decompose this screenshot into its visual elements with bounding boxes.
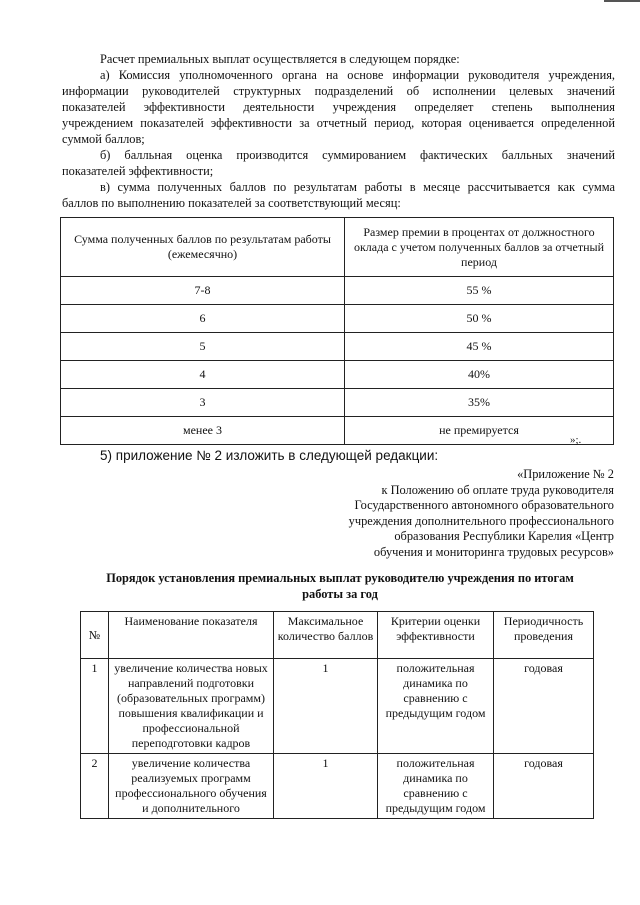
appendix-line: «Приложение № 2 [517,467,614,481]
cell-points: 7-8 [61,277,345,305]
item-a-line: информации руководителей структурных подразделений об исполнении целевых значений [62,84,615,98]
cell-periodicity: годовая [494,754,594,819]
column-header-points: Сумма полученных баллов по результатам работы (ежемесячно) [61,218,345,277]
appendix-line: обучения и мониторинга трудовых ресурсов» [373,544,614,559]
column-header-number: № [81,612,109,659]
item-b-line: показателей эффективности; [62,164,214,178]
item-c-line: в) сумма полученных баллов по результатам работы в месяце рассчитывается как сумма [100,180,615,194]
section-5-heading: 5) приложение № 2 изложить в следующей редакции: [100,448,439,463]
cell-points: 6 [61,305,345,333]
column-header-percent: Размер премии в процентах от должностного оклада с учетом полученных баллов за отчетный период [345,218,614,277]
cell-points: 5 [61,333,345,361]
cell-periodicity: годовая [494,659,594,754]
table-header-row [61,218,614,277]
table-row [81,754,594,819]
table2-title-line: работы за год [302,587,378,601]
cell-criteria: положительная динамика по сравнению с предыдущим годом [378,754,494,819]
column-header-max-points: Максимальное количество баллов [274,612,378,659]
item-a-line: показателей эффективности деятельности учреждения определяет степень выполнения [62,100,615,114]
table-row [61,417,614,445]
column-header-criteria: Критерии оценки эффективности [378,612,494,659]
cell-number: 2 [81,754,109,819]
cell-points: 4 [61,361,345,389]
appendix-line: Государственного автономного образовательного [354,498,614,513]
cell-percent: 50 % [345,305,614,333]
item-a-line: учреждением показателей эффективности за отчетный период, которая оценивается определенной [62,116,615,130]
table2-title-line: Порядок установления премиальных выплат руководителю учреждения по итогам [106,571,574,585]
item-a-line: суммой баллов; [62,132,145,146]
table-row [61,333,614,361]
table-row [61,277,614,305]
table-row [81,659,594,754]
item-b-line: б) балльная оценка производится суммированием фактических балльных значений [100,148,615,162]
cell-percent: 40% [345,361,614,389]
scan-corner-mark [604,0,640,6]
intro-text: Расчет премиальных выплат осуществляется в следующем порядке: [100,52,460,66]
cell-max-points: 1 [274,659,378,754]
cell-points: менее 3 [61,417,345,445]
premium-percent-table [60,217,614,445]
cell-criteria: положительная динамика по сравнению с предыдущим годом [378,659,494,754]
closing-quote: »;. [570,434,582,446]
appendix-line: учреждения дополнительного профессионального [348,513,614,528]
table-row [61,361,614,389]
table-row [61,305,614,333]
column-header-indicator: Наименование показателя [109,612,274,659]
cell-number: 1 [81,659,109,754]
appendix-line: образования Республики Карелия «Центр [394,529,614,544]
cell-percent: не премируется [345,417,614,445]
cell-indicator: увеличение количества новых направлений подготовки (образовательных программ) повышения квалификации и профессиональной переподготовки кадров [109,659,274,754]
item-c-line: баллов по выполнению показателей за соответствующий месяц: [62,196,401,210]
cell-percent: 45 % [345,333,614,361]
table-row [61,389,614,417]
item-a-line: а) Комиссия уполномоченного органа на основе информации руководителя учреждения, [100,68,615,82]
cell-max-points: 1 [274,754,378,819]
cell-percent: 35% [345,389,614,417]
cell-points: 3 [61,389,345,417]
cell-percent: 55 % [345,277,614,305]
appendix-line: к Положению об оплате труда руководителя [381,482,614,497]
column-header-periodicity: Периодичность проведения [494,612,594,659]
appendix-reference [294,467,614,561]
cell-indicator: увеличение количества реализуемых программ профессионального обучения и дополнительного [109,754,274,819]
annual-premium-criteria-table [80,611,594,819]
table-header-row [81,612,594,659]
